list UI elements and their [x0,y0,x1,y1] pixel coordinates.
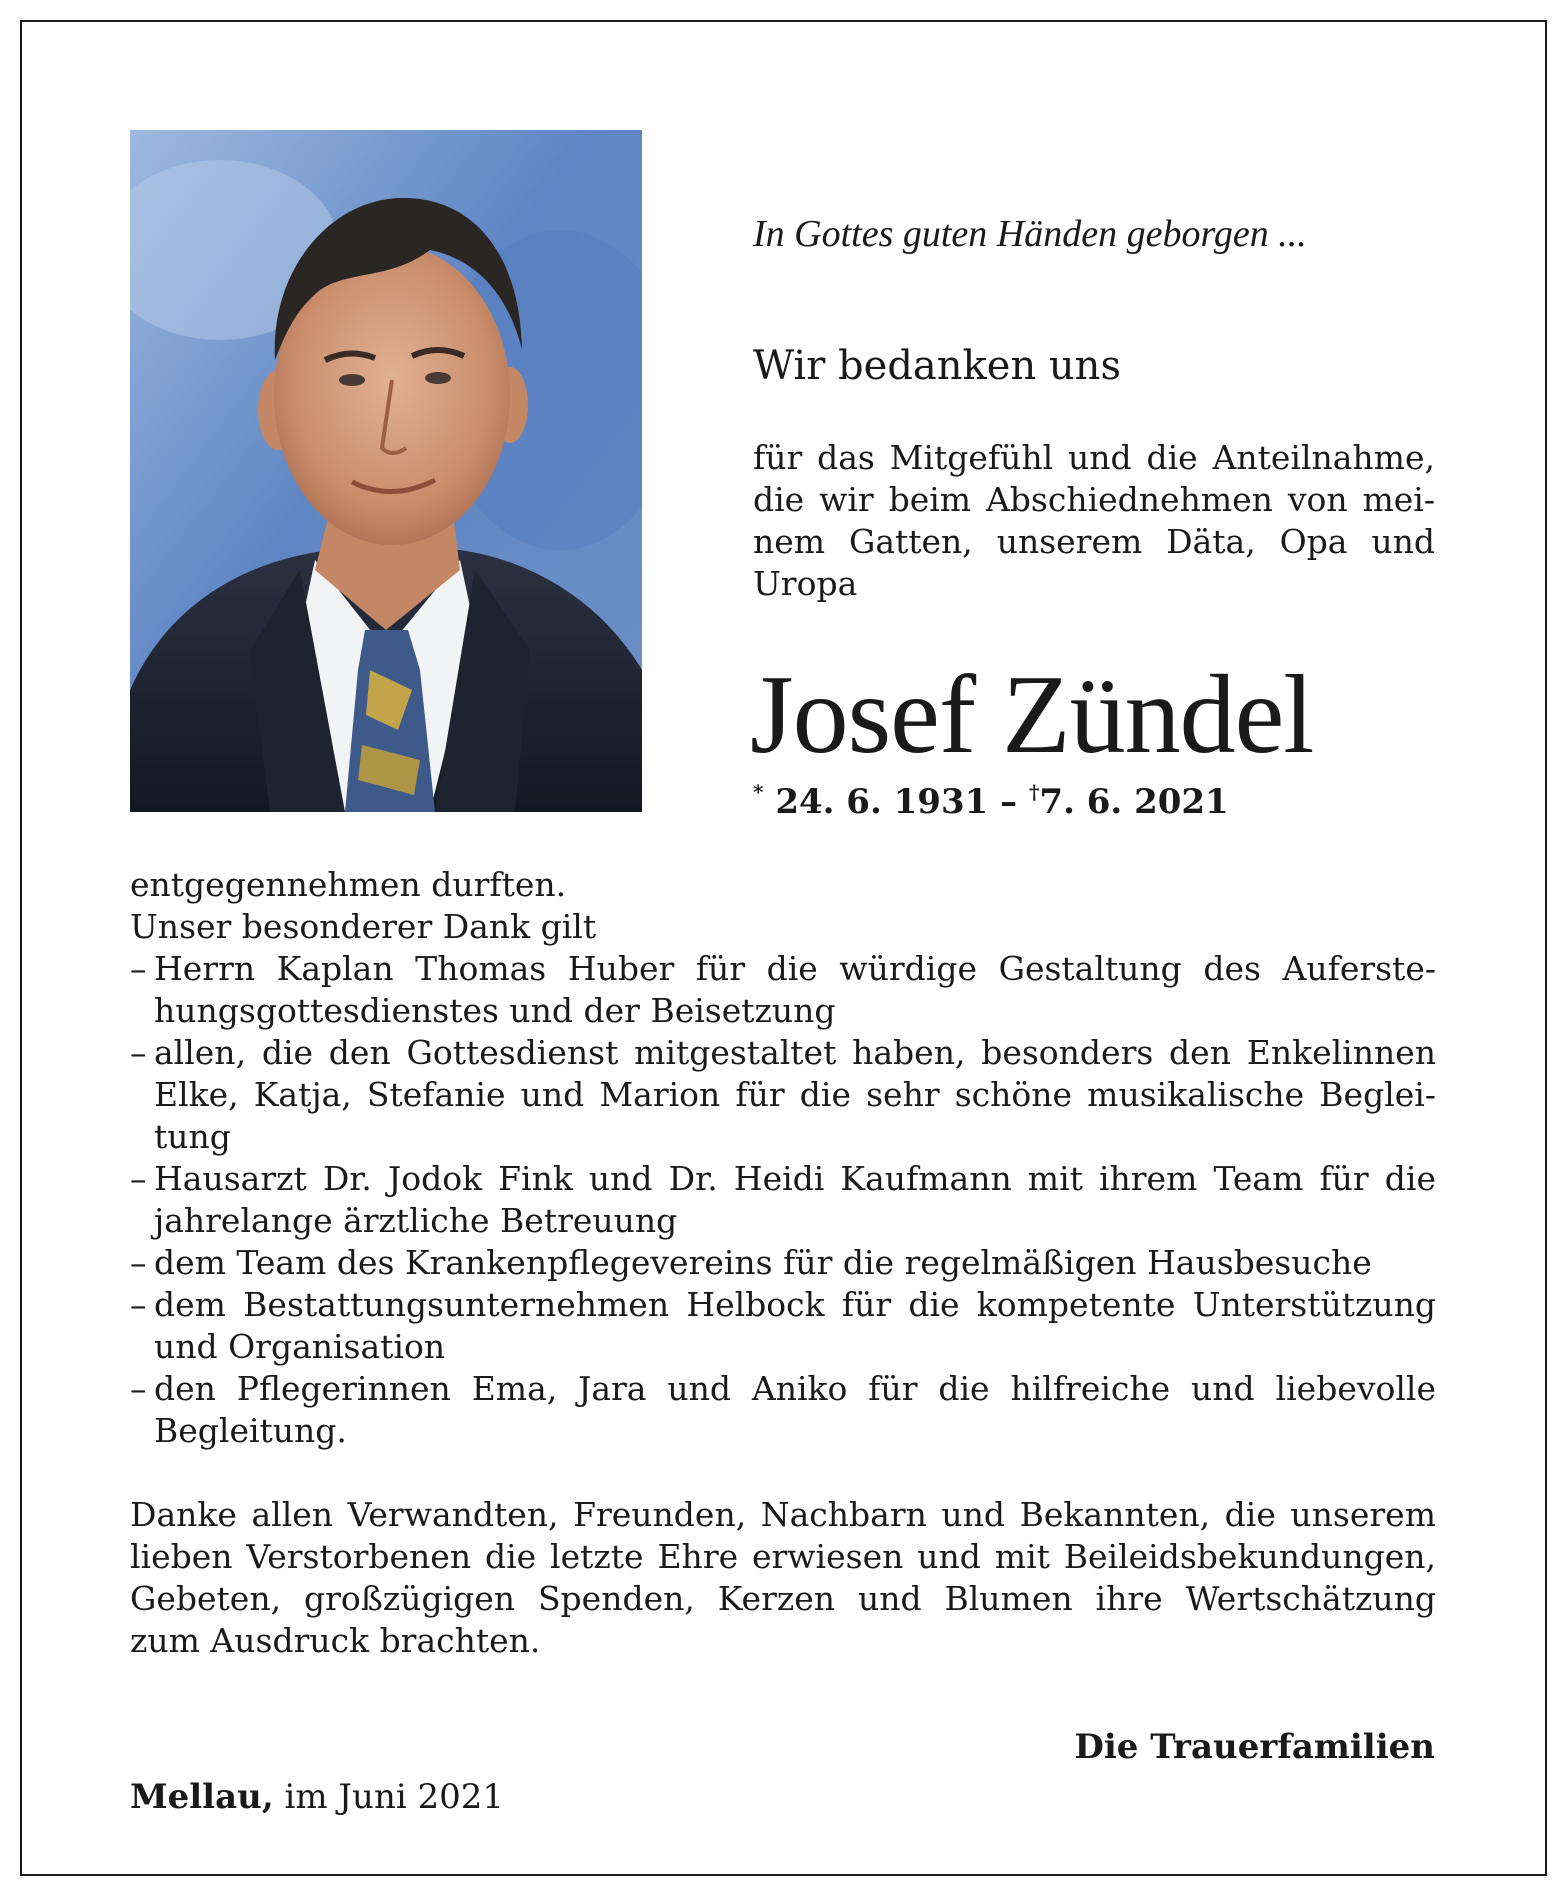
intro-line: für das Mitgefühl und die Anteilnahme, [753,438,1435,477]
thanks-heading: Wir bedanken uns [753,343,1121,389]
list-item [130,948,1436,1032]
date-separator: – [1000,782,1018,822]
dank-intro: Unser besonderer Dank gilt [130,907,597,946]
list-item-line: jahrelange ärztliche Betreuung [154,1201,678,1240]
intro-text [753,437,1435,605]
list-item-line: hungsgottesdienstes und der Beisetzung [154,991,836,1030]
intro-line: die wir beim Abschiednehmen von mei- [753,480,1435,519]
intro-line: Uropa [753,564,858,603]
list-item-line: – dem Bestattungsunternehmen Helbock für die kompetente Unterstützung [154,1285,1436,1324]
closing-line: Gebeten, großzügigen Spenden, Kerzen und Blumen ihre Wertschätzung [130,1579,1436,1618]
death-symbol: † [1028,780,1040,804]
list-item-line: – dem Team des Krankenpflegevereins für die regelmäßigen Hausbesuche [154,1243,1372,1282]
list-item-line: Begleitung. [154,1411,347,1450]
continuation-line: entgegennehmen durften. [130,865,567,904]
date-text: im Juni 2021 [284,1777,505,1817]
closing-line: Danke allen Verwandten, Freunden, Nachbarn und Bekannten, die unserem [130,1495,1436,1534]
motto: In Gottes guten Händen geborgen ... [753,213,1307,255]
closing-line: lieben Verstorbenen die letzte Ehre erwiesen und mit Beileidsbekundungen, [130,1537,1436,1576]
list-item-line: – Herrn Kaplan Thomas Huber für die würdige Gestaltung des Auferste- [154,949,1436,988]
life-dates [753,780,1229,824]
portrait-photo [130,130,642,812]
list-item [130,1242,1436,1284]
place-date [130,1775,504,1819]
list-item-line: – den Pflegerinnen Ema, Jara und Aniko für die hilfreiche und liebevolle [154,1369,1436,1408]
list-item-line: tung [154,1117,231,1156]
signature: Die Trauerfamilien [1074,1727,1435,1767]
list-item [130,1158,1436,1242]
closing-paragraph [130,1494,1436,1662]
list-item-line: Elke, Katja, Stefanie und Marion für die sehr schöne musikalische Beglei- [154,1075,1436,1114]
list-item [130,1032,1436,1158]
place: Mellau, [130,1777,274,1817]
birth-symbol: * [753,780,764,804]
deceased-name: Josef Zündel [750,653,1314,777]
list-item-line: – allen, die den Gottesdienst mitgestaltet haben, besonders den Enkelinnen [154,1033,1436,1072]
list-item [130,1284,1436,1368]
list-item [130,1368,1436,1452]
dank-list [130,948,1436,1452]
birth-date: 24. 6. 1931 [775,782,989,822]
closing-line: zum Ausdruck brachten. [130,1621,541,1660]
intro-line: nem Gatten, unserem Däta, Opa und [753,522,1435,561]
body-text [130,864,1436,1662]
death-date: 7. 6. 2021 [1039,782,1229,822]
list-item-line: und Organisation [154,1327,446,1366]
list-item-line: – Hausarzt Dr. Jodok Fink und Dr. Heidi Kaufmann mit ihrem Team für die [154,1159,1436,1198]
